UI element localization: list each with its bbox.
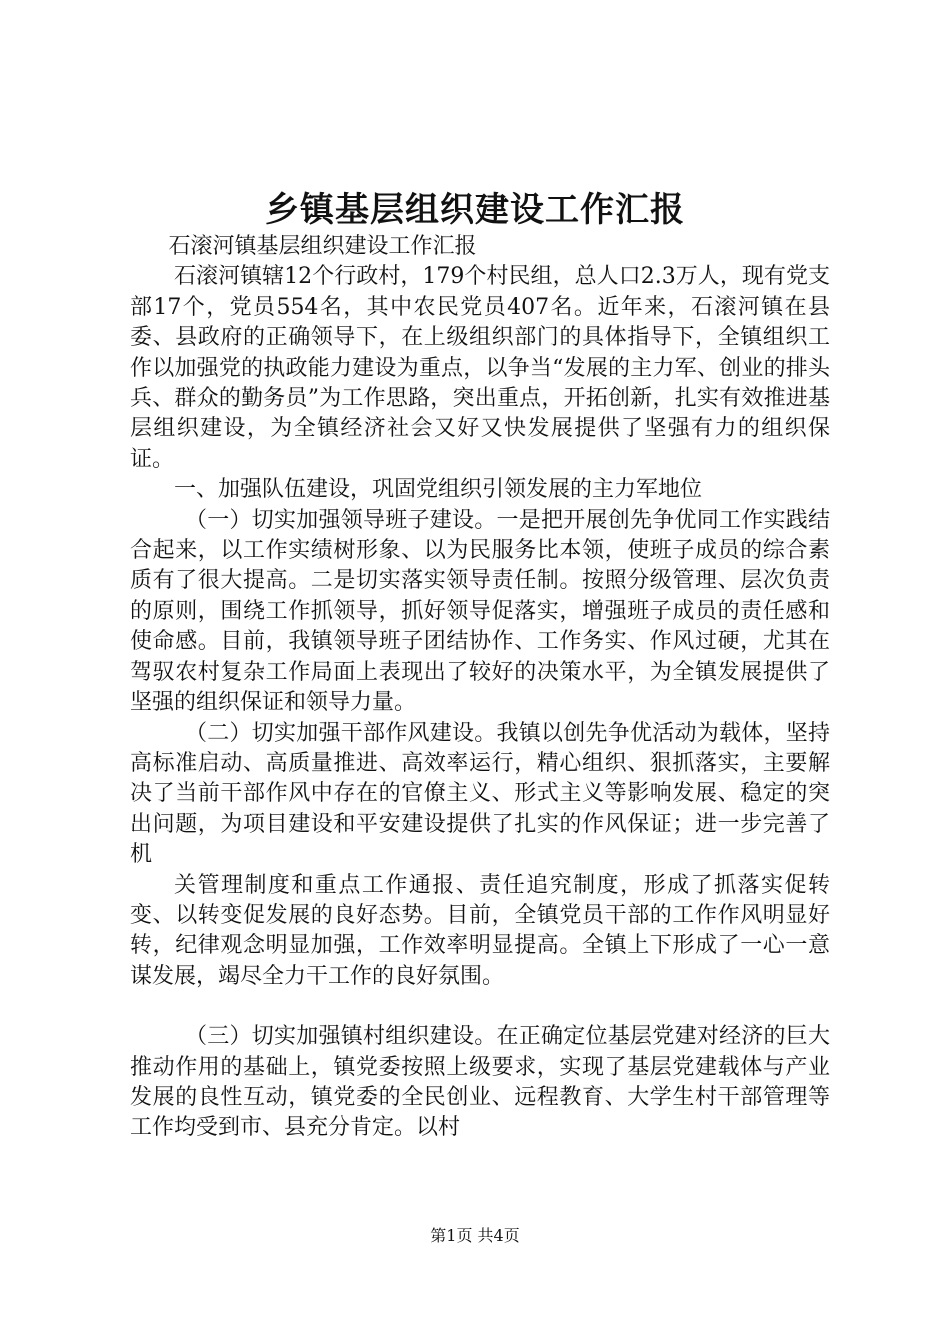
section-heading: 一、加强队伍建设，巩固党组织引领发展的主力军地位 xyxy=(174,477,703,503)
paragraph-leadership: （一）切实加强领导班子建设。一是把开展创先争优同工作实践结合起来，以工作实绩树形象、以为民服务比本领，使班子成员的综合素质有了很大提高。二是切实落实领导责任制。按照分级管理、层次负责的原则，围绕工作抓领导，抓好领导促落实，增强班子成员的责任感和使命感。目前，我镇领导班子团结协作、工作务实、作风过硬，尤其在驾驭农村复杂工作局面上表现出了较好的决策水平，为全镇发展提供了坚强的组织保证和领导力量。 xyxy=(130,507,830,716)
paragraph-cadre-style: （二）切实加强干部作风建设。我镇以创先争优活动为载体，坚持高标准启动、高质量推进、高效率运行，精心组织、狠抓落实，主要解决了当前干部作风中存在的官僚主义、形式主义等影响发展、稳定的突出问题，为项目建设和平安建设提供了扎实的作风保证；进一步完善了机 xyxy=(130,720,830,868)
document-body xyxy=(130,232,830,1144)
paragraph-town-village: （三）切实加强镇村组织建设。在正确定位基层党建对经济的巨大推动作用的基础上，镇党委按照上级要求，实现了基层党建载体与产业发展的良性互动，镇党委的全民创业、远程教育、大学生村干部管理等工作均受到市、县充分肯定。以村 xyxy=(130,1024,830,1141)
page-footer: 第1页 共4页 xyxy=(430,1226,520,1245)
report-subtitle: 石滚河镇基层组织建设工作汇报 xyxy=(168,234,477,259)
paragraph-gap xyxy=(130,992,830,1022)
intro-paragraph: 石滚河镇辖12个行政村，179个村民组，总人口2.3万人，现有党支部17个，党员554名，其中农民党员407名。近年来，石滚河镇在县委、县政府的正确领导下，在上级组织部门的具体指导下，全镇组织工作以加强党的执政能力建设为重点，以争当“发展的主力军、创业的排头兵、群众的勤务员”为工作思路，突出重点，开拓创新，扎实有效推进基层组织建设，为全镇经济社会又好又快发展提供了坚强有力的组织保证。 xyxy=(130,264,830,472)
paragraph-cadre-style-continued: 关管理制度和重点工作通报、责任追究制度，形成了抓落实促转变、以转变促发展的良好态势。目前，全镇党员干部的工作作风明显好转，纪律观念明显加强，工作效率明显提高。全镇上下形成了一心一意谋发展，竭尽全力干工作的良好氛围。 xyxy=(130,872,830,989)
document-title: 乡镇基层组织建设工作汇报 xyxy=(265,190,685,230)
